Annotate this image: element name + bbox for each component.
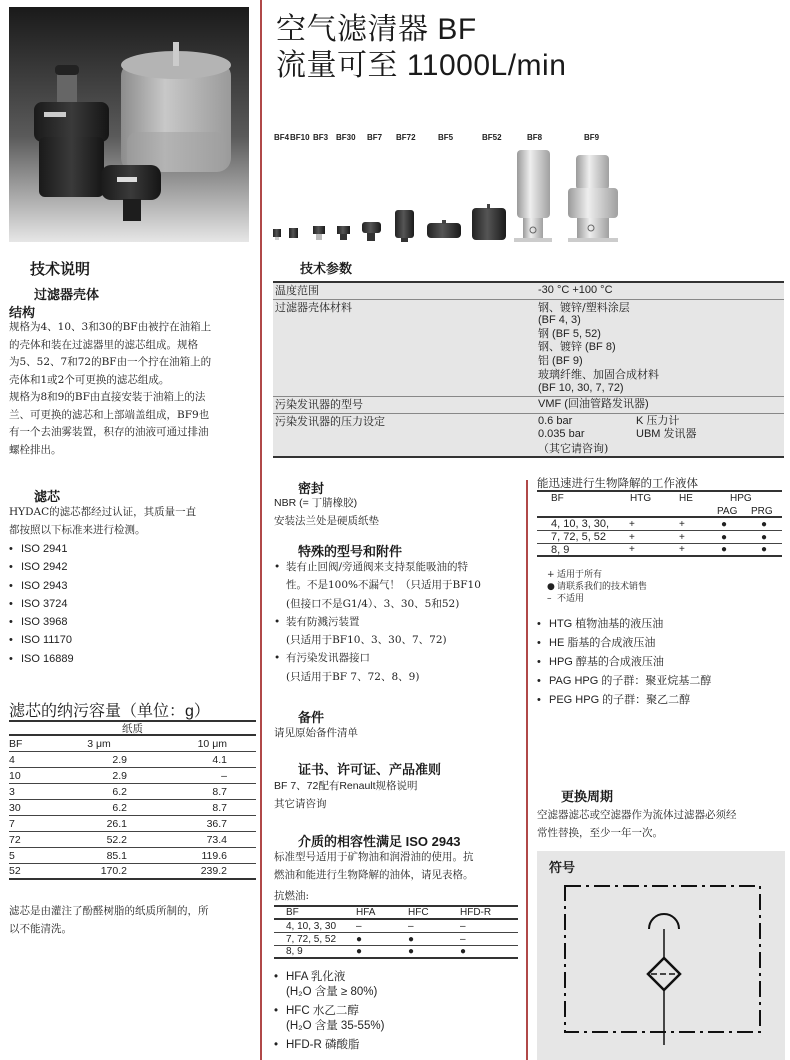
prg-cell: ● — [761, 544, 768, 555]
he-cell: + — [679, 518, 685, 530]
fluid-definitions — [537, 615, 711, 710]
bf-sizes: 8, 9 — [286, 946, 303, 957]
model-label: BF72 — [396, 133, 416, 142]
special-item: • 有污染发讯器接口 (只适用于BF 7、72、8、9) — [274, 652, 420, 683]
model-label: BF4 — [274, 133, 290, 142]
capacity-table-row — [9, 832, 256, 848]
model-bf72-drawing — [395, 210, 414, 242]
capacity-table-row — [9, 816, 256, 832]
bf-sizes: 4, 10, 3, 30, — [551, 518, 610, 530]
fire-resistant-label: 抗燃油: — [274, 890, 310, 902]
fire-notes — [274, 970, 384, 1053]
model-bf9-drawing — [568, 155, 618, 242]
text-line: 都按照以下标准来进行检测。 — [9, 523, 146, 536]
breather-arc-icon — [649, 914, 679, 929]
pag-cell: ● — [721, 544, 728, 555]
iso-item: • ISO 2942 — [9, 561, 68, 574]
bf-size: 52 — [9, 865, 21, 877]
param-value: 0.6 bar 0.035 bar （其它请咨询) K 压力计 UBM 发讯器 — [538, 414, 697, 455]
column-divider-middle — [526, 480, 528, 1060]
element-heading: 滤芯 — [34, 489, 61, 504]
symbol-heading: 符号 — [549, 860, 576, 875]
capacity-3um: 6.2 — [112, 785, 127, 798]
iso-item: • ISO 16889 — [9, 652, 74, 665]
htg-cell: + — [629, 518, 635, 530]
tech-params-row — [273, 283, 784, 300]
bio-table-row — [537, 531, 782, 544]
prg-cell: ● — [761, 518, 768, 530]
page-title-line1: 空气滤清器 BF — [276, 13, 477, 46]
tech-description-heading: 技术说明 — [30, 261, 91, 278]
filter-symbol-diagram — [537, 851, 785, 1060]
capacity-table-row — [9, 800, 256, 816]
fire-table-header: BF HFA HFC HFD-R — [274, 905, 518, 920]
seal-heading: 密封 — [298, 481, 325, 496]
bf-size: 4 — [9, 753, 15, 766]
bf-size: 7 — [9, 817, 15, 830]
capacity-3um: 2.9 — [112, 753, 127, 766]
capacity-10um: 73.4 — [206, 833, 227, 846]
capacity-header-row — [9, 736, 256, 752]
hfdr-cell: ● — [460, 946, 467, 957]
capacity-table-row — [9, 864, 256, 880]
fire-resistant-table — [274, 905, 518, 959]
capacity-3um: 52.2 — [106, 833, 127, 846]
model-bf3-drawing — [313, 226, 325, 240]
housing-heading: 过滤器壳体 — [34, 287, 100, 302]
fire-note-item: • HFC 水乙二醇 (H₂O 含量 35-55%) — [274, 1005, 385, 1032]
certificates-text — [274, 777, 418, 813]
special-item: • 装有止回阀/旁通阀来支持泵能吸油的特 性。不是100%不漏气！（只适用于BF10 (但接口不是G1/4）、3、30、5和52) — [274, 561, 481, 610]
legend-item: + 适用于所有 — [547, 570, 603, 580]
compatibility-heading: 介质的相容性满足 ISO 2943 — [298, 834, 461, 849]
tech-params-heading: 技术参数 — [300, 261, 353, 276]
text-line: 空滤器滤芯或空滤器作为流体过滤器必须经 — [537, 809, 737, 821]
biodegradable-table — [537, 490, 782, 557]
iso-item: • ISO 11170 — [9, 634, 72, 647]
capacity-material-row — [9, 720, 256, 736]
fluid-item: • PEG HPG 的子群：聚乙二醇 — [537, 694, 691, 706]
capacity-table-row — [9, 768, 256, 784]
model-label: BF8 — [527, 133, 543, 142]
model-label: BF52 — [482, 133, 502, 142]
fire-note-item: • HFD-R 磷酸脂 — [274, 1039, 360, 1051]
text-line: 有一个去油雾装置，积存的油液可通过排油 — [9, 426, 209, 438]
model-bf8-drawing — [514, 150, 552, 242]
structure-text — [9, 319, 259, 459]
fluid-item: • HTG 植物油基的液压油 — [537, 618, 664, 630]
bf-size: 72 — [9, 833, 21, 846]
fire-table-row — [274, 920, 518, 933]
bf-sizes: 7, 72, 5, 52 — [551, 531, 607, 543]
model-label: BF5 — [438, 133, 454, 142]
replacement-interval-heading: 更换周期 — [561, 789, 614, 804]
he-cell: + — [679, 544, 685, 555]
fluid-item: • HE 脂基的合成液压油 — [537, 637, 656, 649]
text-line: HYDAC的滤芯都经过认证，其质量一直 — [9, 506, 197, 518]
bio-table-row — [537, 544, 782, 557]
model-label: BF9 — [584, 133, 600, 142]
bf-sizes: 7, 72, 5, 52 — [286, 933, 337, 945]
model-bf10-drawing — [289, 228, 298, 238]
iso-item: • ISO 2943 — [9, 579, 68, 592]
param-value: VMF (回油管路发讯器) — [538, 398, 649, 410]
biodegradable-heading: 能迅速进行生物降解的工作液体 — [537, 476, 698, 490]
certificates-heading: 证书、许可证、产品准则 — [298, 762, 442, 777]
text-line: 螺栓排出。 — [9, 443, 62, 456]
param-key: 污染发讯器的压力设定 — [275, 414, 385, 428]
capacity-10um: – — [221, 769, 227, 782]
capacity-3um: 170.2 — [100, 865, 127, 877]
param-key: 过滤器壳体材料 — [275, 300, 352, 314]
model-bf5-drawing — [427, 220, 461, 238]
fire-table-row — [274, 946, 518, 959]
hfc-cell: – — [408, 920, 414, 932]
hfa-cell: – — [356, 920, 362, 932]
structure-heading: 结构 — [9, 305, 36, 320]
material-label: 纸质 — [122, 723, 143, 735]
param-value: -30 °C +100 °C — [538, 284, 613, 296]
capacity-table-row — [9, 752, 256, 768]
param-key: 污染发讯器的型号 — [275, 398, 363, 411]
capacity-10um: 36.7 — [206, 817, 227, 830]
text-line: 壳体和1或2个可更换的滤芯组成。 — [9, 373, 170, 386]
capacity-3um: 26.1 — [106, 817, 127, 830]
text-line: 以不能清洗。 — [9, 923, 72, 935]
element-text — [9, 504, 259, 539]
hfa-cell: ● — [356, 946, 363, 957]
model-bf52-drawing — [472, 204, 506, 240]
htg-cell: + — [629, 544, 635, 555]
fire-note-item: • HFA 乳化液 (H₂O 含量 ≥ 80%) — [274, 971, 378, 998]
tech-params-row — [273, 414, 784, 457]
tech-params-row — [273, 397, 784, 414]
model-bf7-drawing — [362, 222, 381, 241]
text-line: 规格为4、10、3和30的BF由被拧在油箱上 — [9, 321, 212, 333]
fluid-item: • PAG HPG 的子群：聚亚烷基二醇 — [537, 675, 712, 687]
he-cell: + — [679, 531, 685, 543]
hfa-cell: ● — [356, 933, 363, 945]
text-line: 兰、可更换的滤芯和上部端盖组成，BF9也 — [9, 408, 210, 421]
special-item: • 装有防溅污装置 (只适用于BF10、3、30、7、72) — [274, 615, 447, 647]
hfdr-cell: – — [460, 933, 466, 945]
model-lineup-illustration — [265, 140, 625, 245]
bf-size: 30 — [9, 801, 21, 814]
capacity-note — [9, 902, 259, 938]
text-line: BF 7、72配有Renault规格说明 — [274, 780, 418, 792]
text-line: 滤芯是由灌注了酚醛树脂的纸质所制的，所 — [9, 905, 209, 917]
text-line: 为5、52、7和72的BF由一个拧在油箱上的 — [9, 356, 212, 368]
capacity-table-row — [9, 848, 256, 864]
iso-item: • ISO 3724 — [9, 597, 68, 610]
param-value: 钢、镀锌/塑料涂层 (BF 4, 3) 钢 (BF 5, 52) 钢、镀锌 (BF 8) 铝 (BF 9) 玻璃纤维、加固合成材料 (BF 10, 30, 7, 72) — [538, 300, 659, 394]
tech-params-table — [273, 281, 784, 458]
capacity-3um: 2.9 — [112, 769, 127, 782]
capacity-3um: 85.1 — [106, 849, 127, 862]
bf-size: 10 — [9, 769, 21, 782]
model-bf30-drawing — [337, 226, 350, 240]
capacity-10um: 8.7 — [212, 801, 227, 814]
bio-table-row — [537, 518, 782, 531]
text-line: 标准型号适用于矿物油和润滑油的使用。抗 — [274, 851, 474, 863]
column-header: 10 μm — [197, 737, 227, 750]
htg-cell: + — [629, 531, 635, 543]
text-line: 规格为8和9的BF由直接安装于油箱上的法 — [9, 391, 206, 403]
special-heading: 特殊的型号和附件 — [298, 544, 403, 559]
capacity-table-row — [9, 784, 256, 800]
capacity-heading: 滤芯的纳污容量（单位：g） — [9, 703, 210, 720]
text-line: 常性替换，至少一年一次。 — [537, 827, 663, 839]
model-label: BF3 — [313, 133, 329, 142]
bio-table-header: BF HTG HE HPG PAG PRG — [537, 490, 782, 518]
iso-item: • ISO 2941 — [9, 543, 68, 555]
iso-item: • ISO 3968 — [9, 616, 68, 629]
capacity-3um: 6.2 — [112, 801, 127, 814]
legend-item: ● 请联系我们的技术销售 — [547, 582, 648, 592]
capacity-table — [9, 720, 256, 880]
symbol-panel — [537, 851, 785, 1060]
legend-item: – 不适用 — [547, 594, 585, 604]
bf-sizes: 8, 9 — [551, 543, 570, 556]
prg-cell: ● — [761, 531, 768, 543]
bf-sizes: 4, 10, 3, 30 — [286, 920, 337, 932]
spare-parts-heading: 备件 — [298, 710, 325, 725]
capacity-10um: 239.2 — [200, 865, 227, 877]
column-divider-left — [260, 0, 262, 1060]
text-line: 燃油和能进行生物降解的油体，请见表格。 — [274, 868, 474, 881]
text-line: 的壳体和装在过滤器里的滤芯组成。规格 — [9, 338, 198, 351]
bf-size: 5 — [9, 849, 15, 862]
capacity-10um: 8.7 — [212, 785, 227, 798]
fire-table-row — [274, 933, 518, 946]
hfc-cell: ● — [408, 946, 415, 957]
fluid-item: • HPG 醇基的合成液压油 — [537, 656, 664, 668]
model-label: BF7 — [367, 133, 383, 142]
replacement-interval-text — [537, 806, 787, 842]
text-line: 安装法兰处是硬质纸垫 — [274, 515, 379, 527]
model-label: BF30 — [336, 133, 356, 142]
product-photo — [9, 7, 249, 242]
seal-text — [274, 494, 379, 530]
capacity-10um: 4.1 — [212, 753, 227, 766]
special-list — [274, 558, 524, 686]
column-header: 3 μm — [87, 737, 111, 750]
param-key: 温度范围 — [275, 284, 319, 297]
capacity-10um: 119.6 — [201, 849, 227, 862]
text-line: NBR (= 丁腈橡胶) — [274, 497, 358, 509]
hfc-cell: ● — [408, 933, 415, 945]
text-line: 其它请咨询 — [274, 798, 327, 810]
model-label: BF10 — [290, 133, 310, 142]
hfdr-cell: – — [460, 920, 466, 932]
bf-size: 3 — [9, 785, 15, 798]
legend — [547, 569, 647, 605]
tech-params-row — [273, 300, 784, 398]
compatibility-text — [274, 849, 526, 884]
iso-standard-list — [9, 540, 74, 668]
column-header: BF — [9, 737, 23, 750]
page-title-line2: 流量可至 11000L/min — [276, 49, 567, 82]
model-bf4-drawing — [273, 229, 281, 240]
pag-cell: ● — [721, 518, 728, 530]
pag-cell: ● — [721, 531, 728, 543]
spare-parts-text: 请见原始备件清单 — [274, 727, 358, 739]
